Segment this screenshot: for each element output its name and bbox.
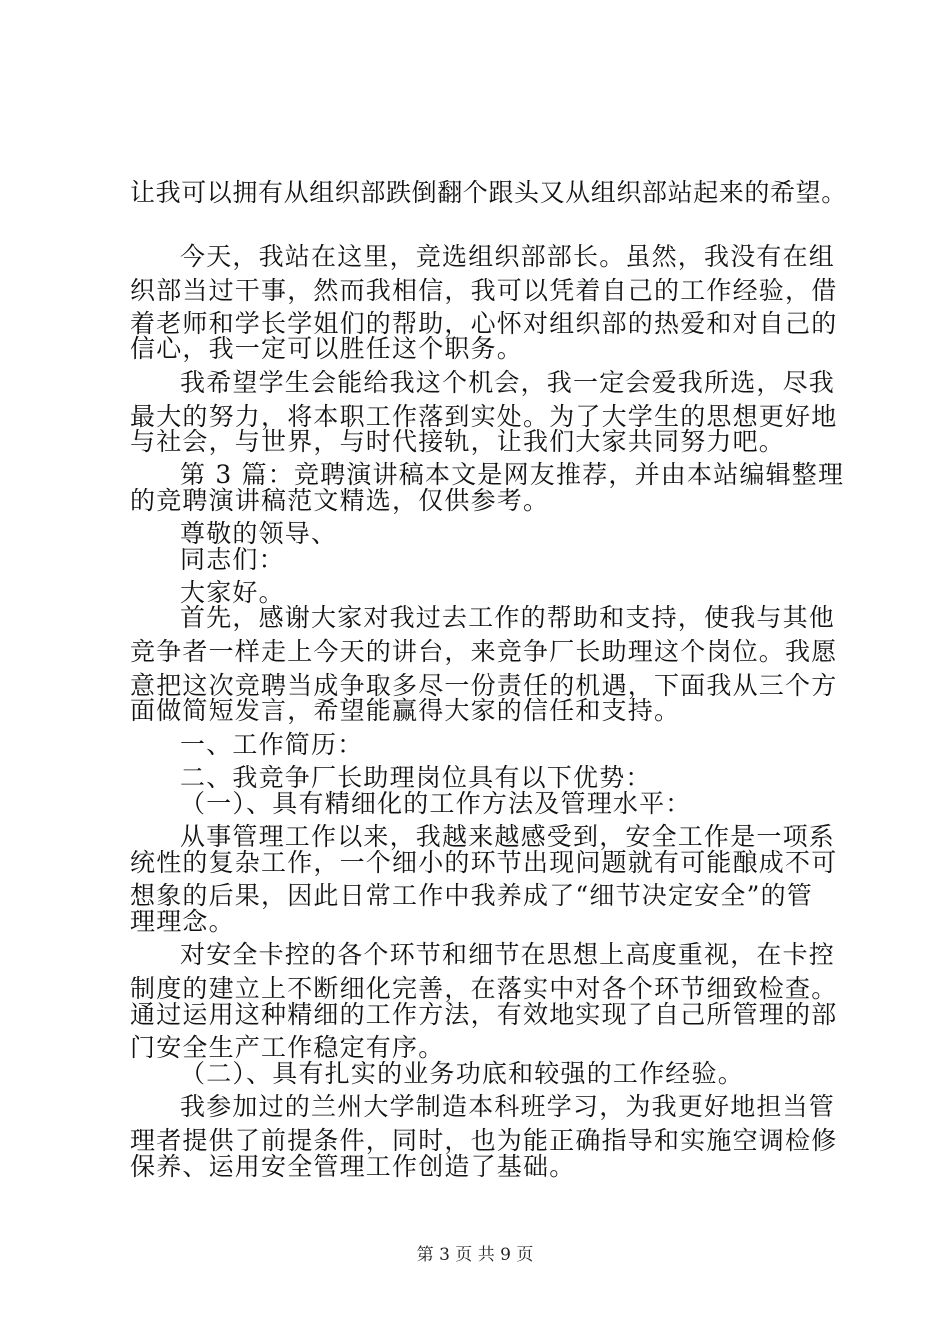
page-number-footer: 第 3 页 共 9 页 xyxy=(416,1245,534,1265)
text-line: 与社会，与世界，与时代接轨，让我们大家共同努力吧。 xyxy=(130,427,786,456)
section-heading: 二、我竞争厂长助理岗位具有以下优势： xyxy=(180,763,652,792)
text-line: 着老师和学长学姐们的帮助，心怀对组织部的热爱和对自己的 xyxy=(130,309,838,338)
paragraph-first-line: 我参加过的兰州大学制造本科班学习，为我更好地担当管 xyxy=(180,1092,836,1121)
text-line: 让我可以拥有从组织部跌倒翻个跟头又从组织部站起来的希望。 xyxy=(130,178,847,207)
text-line: 竞争者一样走上今天的讲台，来竞争厂长助理这个岗位。我愿 xyxy=(130,637,838,666)
subsection-heading: （二）、具有扎实的业务功底和较强的工作经验。 xyxy=(180,1059,744,1088)
text-line: 想象的后果，因此日常工作中我养成了“细节决定安全”的管 xyxy=(130,881,813,910)
text-line: 最大的努力，将本职工作落到实处。为了大学生的思想更好地 xyxy=(130,402,838,431)
text-line: 保养、运用安全管理工作创造了基础。 xyxy=(130,1152,576,1181)
text-line: 制度的建立上不断细化完善，在落实中对各个环节细致检查。 xyxy=(130,974,838,1003)
text-line: 面做简短发言，希望能赢得大家的信任和支持。 xyxy=(130,696,681,725)
salutation-line: 尊敬的领导、 xyxy=(180,519,338,548)
text-line: 理者提供了前提条件，同时，也为能正确指导和实施空调检修 xyxy=(130,1126,838,1155)
subsection-heading: （一）、具有精细化的工作方法及管理水平： xyxy=(180,789,692,818)
greeting-line: 大家好。 xyxy=(180,578,285,607)
text-line: 意把这次竞聘当成争取多尽一份责任的机遇，下面我从三个方 xyxy=(130,671,838,700)
paragraph-first-line: 对安全卡控的各个环节和细节在思想上高度重视，在卡控 xyxy=(180,940,836,969)
text-line: 理理念。 xyxy=(130,907,235,936)
paragraph-first-line: 我希望学生会能给我这个机会，我一定会爱我所选，尽我 xyxy=(180,368,836,397)
text-line: 的竞聘演讲稿范文精选，仅供参考。 xyxy=(130,486,550,515)
paragraph-first-line: 从事管理工作以来，我越来越感受到，安全工作是一项系 xyxy=(180,822,836,851)
text-line: 信心，我一定可以胜任这个职务。 xyxy=(130,334,524,363)
text-line: 织部当过干事，然而我相信，我可以凭着自己的工作经验，借 xyxy=(130,276,838,305)
text-line: 统性的复杂工作，一个细小的环节出现问题就有可能酿成不可 xyxy=(130,848,838,877)
salutation-line: 同志们： xyxy=(180,545,285,574)
paragraph-first-line: 今天，我站在这里，竞选组织部部长。虽然，我没有在组 xyxy=(180,242,836,271)
paragraph-first-line: 首先，感谢大家对我过去工作的帮助和支持，使我与其他 xyxy=(180,603,836,632)
text-line: 门安全生产工作稳定有序。 xyxy=(130,1033,445,1062)
section-heading: 一、工作简历： xyxy=(180,730,364,759)
paragraph-first-line: 第 3 篇：竞聘演讲稿本文是网友推荐，并由本站编辑整理 xyxy=(180,460,845,489)
text-line: 通过运用这种精细的工作方法，有效地实现了自己所管理的部 xyxy=(130,1000,838,1029)
